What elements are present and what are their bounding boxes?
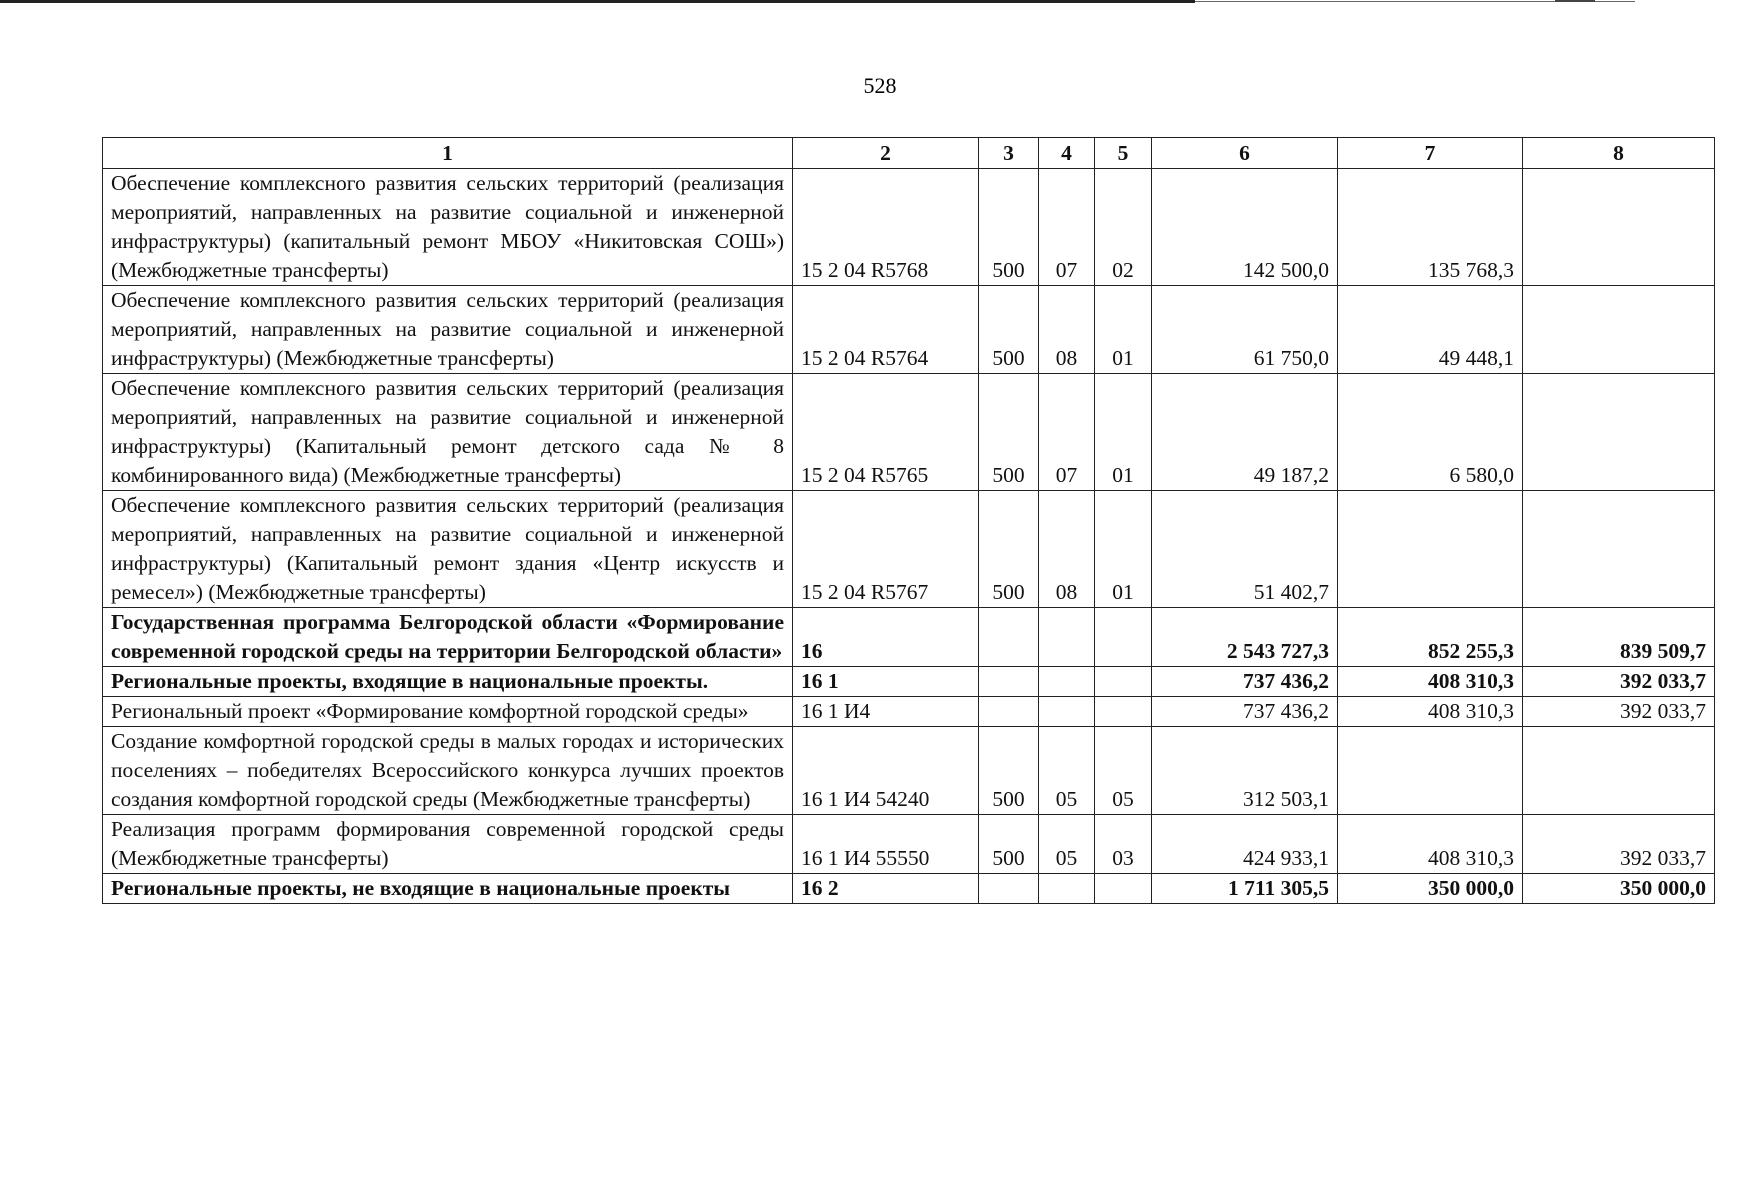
amount-col8 bbox=[1523, 727, 1715, 815]
subsection-code: 01 bbox=[1095, 286, 1152, 374]
target-article-code: 16 1 bbox=[793, 667, 979, 697]
column-header: 3 bbox=[979, 138, 1039, 169]
section-code bbox=[1039, 608, 1095, 667]
column-header: 8 bbox=[1523, 138, 1715, 169]
amount-col6: 2 543 727,3 bbox=[1152, 608, 1338, 667]
amount-col6: 61 750,0 bbox=[1152, 286, 1338, 374]
target-article-code: 16 bbox=[793, 608, 979, 667]
expense-name: Обеспечение комплексного развития сельских территорий (реализация мероприятий, направленных на развитие социальной и инженерной инфраструктуры) (Капитальный ремонт детского сада № 8 комбинированного вида) (Межбюджетные трансферты) bbox=[103, 374, 793, 491]
amount-col8 bbox=[1523, 374, 1715, 491]
column-header: 7 bbox=[1338, 138, 1523, 169]
amount-col7: 852 255,3 bbox=[1338, 608, 1523, 667]
expense-type-code bbox=[979, 608, 1039, 667]
amount-col6: 1 711 305,5 bbox=[1152, 874, 1338, 904]
amount-col7: 350 000,0 bbox=[1338, 874, 1523, 904]
table-row bbox=[103, 169, 1715, 286]
target-article-code: 16 2 bbox=[793, 874, 979, 904]
expense-name: Обеспечение комплексного развития сельских территорий (реализация мероприятий, направленных на развитие социальной и инженерной инфраструктуры) (Капитальный ремонт здания «Центр искусств и ремесел») (Межбюджетные трансферты) bbox=[103, 491, 793, 608]
table-row bbox=[103, 374, 1715, 491]
target-article-code: 15 2 04 R5767 bbox=[793, 491, 979, 608]
table-row bbox=[103, 727, 1715, 815]
amount-col6: 737 436,2 bbox=[1152, 667, 1338, 697]
table-row bbox=[103, 286, 1715, 374]
column-header: 4 bbox=[1039, 138, 1095, 169]
section-code bbox=[1039, 697, 1095, 727]
amount-col7: 6 580,0 bbox=[1338, 374, 1523, 491]
scan-edge-line bbox=[0, 0, 1195, 3]
amount-col7 bbox=[1338, 491, 1523, 608]
target-article-code: 15 2 04 R5764 bbox=[793, 286, 979, 374]
expense-name: Государственная программа Белгородской области «Формирование современной городской среды на территории Белгородской области» bbox=[103, 608, 793, 667]
amount-col8 bbox=[1523, 169, 1715, 286]
subsection-code bbox=[1095, 874, 1152, 904]
expense-name: Создание комфортной городской среды в малых городах и исторических поселениях – победителях Всероссийского конкурса лучших проектов создания комфортной городской среды (Межбюджетные трансферты) bbox=[103, 727, 793, 815]
expense-name: Региональный проект «Формирование комфортной городской среды» bbox=[103, 697, 793, 727]
column-header: 5 bbox=[1095, 138, 1152, 169]
expense-name: Региональные проекты, не входящие в национальные проекты bbox=[103, 874, 793, 904]
expense-name: Реализация программ формирования современной городской среды (Межбюджетные трансферты) bbox=[103, 815, 793, 874]
amount-col7 bbox=[1338, 727, 1523, 815]
subsection-code: 02 bbox=[1095, 169, 1152, 286]
table-row bbox=[103, 874, 1715, 904]
amount-col7: 135 768,3 bbox=[1338, 169, 1523, 286]
target-article-code: 15 2 04 R5768 bbox=[793, 169, 979, 286]
amount-col7: 408 310,3 bbox=[1338, 697, 1523, 727]
section-code: 08 bbox=[1039, 286, 1095, 374]
table-row bbox=[103, 815, 1715, 874]
section-code bbox=[1039, 667, 1095, 697]
table-row bbox=[103, 667, 1715, 697]
expense-type-code: 500 bbox=[979, 727, 1039, 815]
expense-name: Региональные проекты, входящие в национальные проекты. bbox=[103, 667, 793, 697]
target-article-code: 15 2 04 R5765 bbox=[793, 374, 979, 491]
amount-col8: 392 033,7 bbox=[1523, 667, 1715, 697]
expense-type-code: 500 bbox=[979, 815, 1039, 874]
amount-col8: 392 033,7 bbox=[1523, 697, 1715, 727]
table-header-row bbox=[103, 138, 1715, 169]
expense-type-code: 500 bbox=[979, 286, 1039, 374]
amount-col6: 737 436,2 bbox=[1152, 697, 1338, 727]
subsection-code bbox=[1095, 697, 1152, 727]
amount-col6: 424 933,1 bbox=[1152, 815, 1338, 874]
expense-type-code bbox=[979, 667, 1039, 697]
subsection-code: 01 bbox=[1095, 374, 1152, 491]
expense-type-code bbox=[979, 697, 1039, 727]
column-header: 6 bbox=[1152, 138, 1338, 169]
table-row bbox=[103, 697, 1715, 727]
column-header: 1 bbox=[103, 138, 793, 169]
section-code: 05 bbox=[1039, 815, 1095, 874]
subsection-code bbox=[1095, 667, 1152, 697]
section-code: 05 bbox=[1039, 727, 1095, 815]
amount-col8: 839 509,7 bbox=[1523, 608, 1715, 667]
expense-type-code bbox=[979, 874, 1039, 904]
target-article-code: 16 1 И4 bbox=[793, 697, 979, 727]
amount-col8: 392 033,7 bbox=[1523, 815, 1715, 874]
page-number: 528 bbox=[863, 73, 897, 98]
expense-name: Обеспечение комплексного развития сельских территорий (реализация мероприятий, направленных на развитие социальной и инженерной инфраструктуры) (Межбюджетные трансферты) bbox=[103, 286, 793, 374]
section-code bbox=[1039, 874, 1095, 904]
amount-col7: 408 310,3 bbox=[1338, 667, 1523, 697]
amount-col6: 142 500,0 bbox=[1152, 169, 1338, 286]
amount-col8: 350 000,0 bbox=[1523, 874, 1715, 904]
amount-col7: 408 310,3 bbox=[1338, 815, 1523, 874]
section-code: 08 bbox=[1039, 491, 1095, 608]
amount-col7: 49 448,1 bbox=[1338, 286, 1523, 374]
amount-col6: 49 187,2 bbox=[1152, 374, 1338, 491]
subsection-code: 01 bbox=[1095, 491, 1152, 608]
subsection-code: 03 bbox=[1095, 815, 1152, 874]
section-code: 07 bbox=[1039, 169, 1095, 286]
expense-name: Обеспечение комплексного развития сельских территорий (реализация мероприятий, направленных на развитие социальной и инженерной инфраструктуры) (капитальный ремонт МБОУ «Никитовская СОШ») (Межбюджетные трансферты) bbox=[103, 169, 793, 286]
table-row bbox=[103, 491, 1715, 608]
amount-col6: 51 402,7 bbox=[1152, 491, 1338, 608]
section-code: 07 bbox=[1039, 374, 1095, 491]
subsection-code: 05 bbox=[1095, 727, 1152, 815]
expense-type-code: 500 bbox=[979, 491, 1039, 608]
amount-col6: 312 503,1 bbox=[1152, 727, 1338, 815]
amount-col8 bbox=[1523, 491, 1715, 608]
amount-col8 bbox=[1523, 286, 1715, 374]
expense-type-code: 500 bbox=[979, 374, 1039, 491]
table-row bbox=[103, 608, 1715, 667]
budget-table bbox=[102, 137, 1715, 904]
column-header: 2 bbox=[793, 138, 979, 169]
expense-type-code: 500 bbox=[979, 169, 1039, 286]
subsection-code bbox=[1095, 608, 1152, 667]
target-article-code: 16 1 И4 54240 bbox=[793, 727, 979, 815]
scan-edge-line bbox=[1555, 0, 1595, 2]
target-article-code: 16 1 И4 55550 bbox=[793, 815, 979, 874]
